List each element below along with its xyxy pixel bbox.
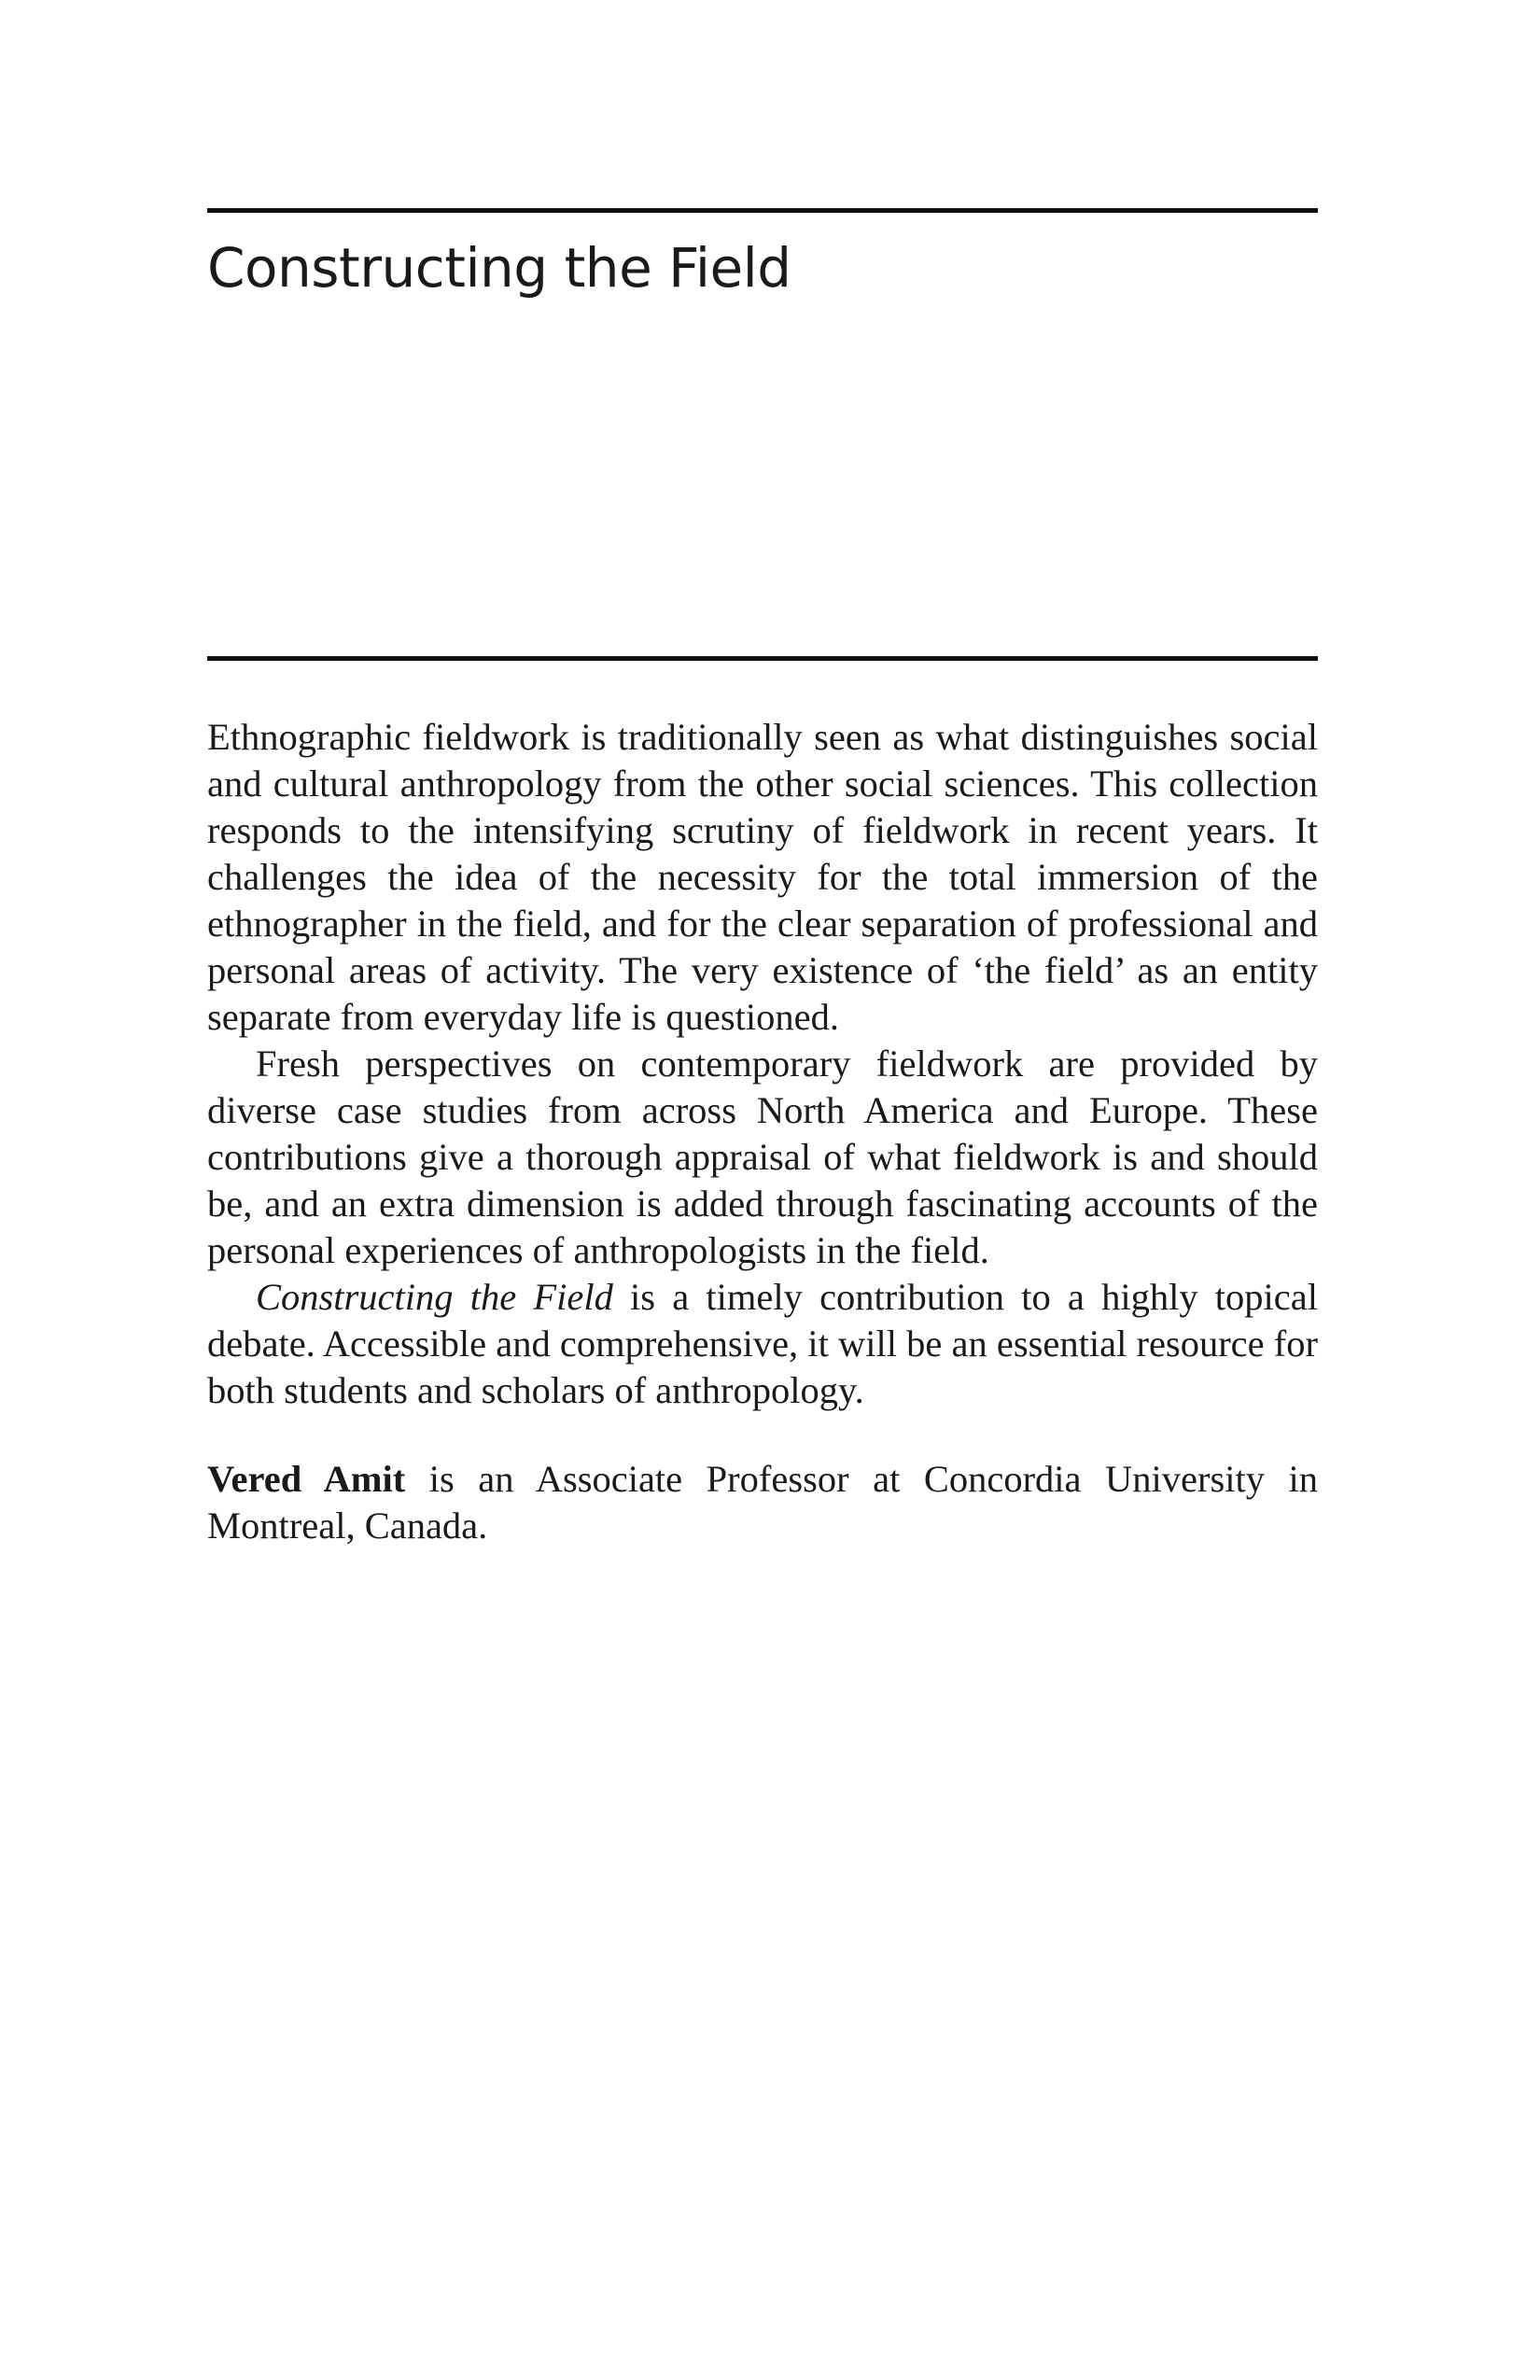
bottom-rule bbox=[207, 656, 1318, 661]
author-name: Vered Amit bbox=[207, 1458, 406, 1500]
description-paragraph-3-text: is a timely contribution to a highly topical debate. Accessible and comprehensive, it will be an essential resource for both students and scholars of anthropology. bbox=[207, 1276, 1318, 1411]
top-rule bbox=[207, 208, 1318, 213]
description-paragraph-3 bbox=[207, 1274, 1318, 1414]
author-bio-text: is an Associate Professor at Concordia University in Montreal, Canada. bbox=[207, 1458, 1318, 1547]
description-paragraph-2: Fresh perspectives on contemporary fieldwork are provided by diverse case studies from across North America and Europe. These contributions give a thorough appraisal of what fieldwork is and should be, and an extra dimension is added through fascinating accounts of the personal experiences of anthropologists in the field. bbox=[207, 1043, 1318, 1271]
description-paragraph-1: Ethnographic fieldwork is traditionally seen as what distinguishes social and cultural anthropology from the other social sciences. This collection responds to the intensifying scrutiny of fieldwork in recent years. It challenges the idea of the necessity for the total immersion of the ethnographer in the field, and for the clear separation of professional and personal areas of activity. The very existence of ‘the field’ as an entity separate from everyday life is questioned. bbox=[207, 716, 1318, 1038]
author-bio bbox=[207, 1456, 1318, 1549]
book-description bbox=[207, 714, 1318, 1414]
page-title: Constructing the Field bbox=[207, 236, 791, 300]
book-title-italic: Constructing the Field bbox=[256, 1276, 613, 1318]
